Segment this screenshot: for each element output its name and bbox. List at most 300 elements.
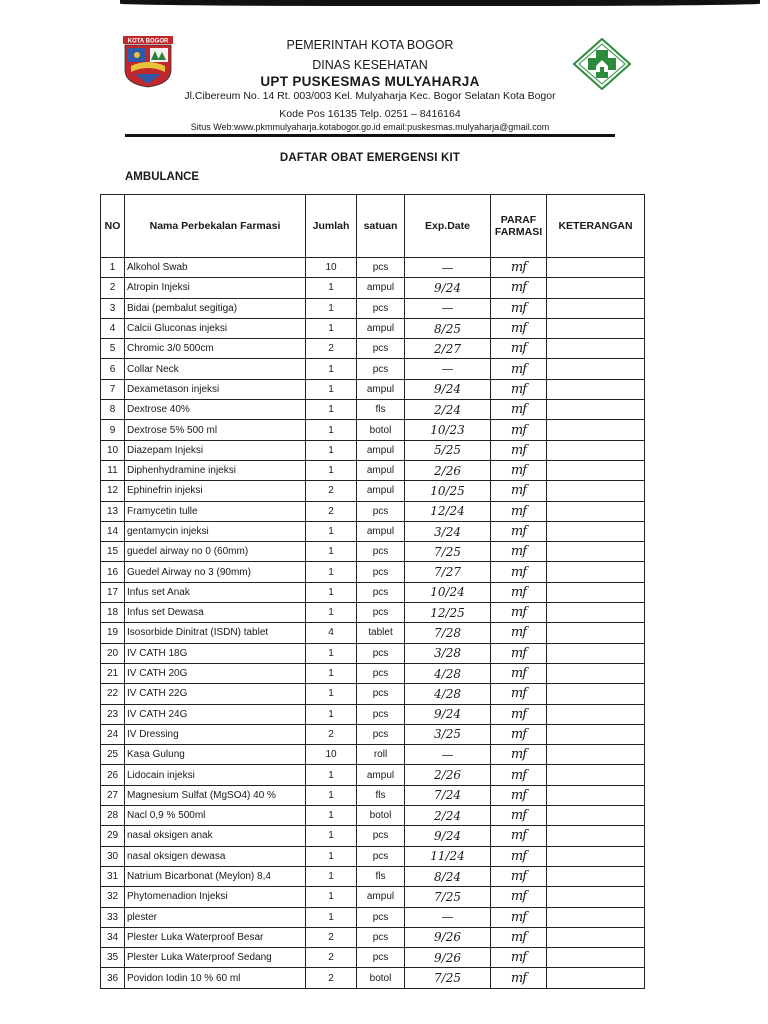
item-unit: ampul bbox=[357, 278, 405, 298]
row-number: 19 bbox=[101, 623, 125, 643]
row-number: 13 bbox=[101, 501, 125, 521]
item-name: Atropin Injeksi bbox=[125, 278, 306, 298]
letterhead-divider bbox=[125, 134, 615, 137]
table-row bbox=[101, 258, 645, 278]
table-row bbox=[101, 420, 645, 440]
item-name: Infus set Dewasa bbox=[125, 603, 306, 623]
row-number: 15 bbox=[101, 542, 125, 562]
item-name: Infus set Anak bbox=[125, 582, 306, 602]
item-exp-date: 7/25 bbox=[405, 542, 491, 562]
table-row bbox=[101, 866, 645, 886]
table-row bbox=[101, 542, 645, 562]
item-name: Diazepam Injeksi bbox=[125, 440, 306, 460]
col-header-unit: satuan bbox=[357, 195, 405, 258]
item-exp-date: 9/24 bbox=[405, 826, 491, 846]
pharmacy-initials: mf bbox=[491, 542, 547, 562]
col-header-no: NO bbox=[101, 195, 125, 258]
item-note bbox=[547, 684, 645, 704]
pharmacy-initials: mf bbox=[491, 927, 547, 947]
institution-name: UPT PUSKESMAS MULYAHARJA bbox=[260, 74, 480, 89]
item-exp-date: 7/28 bbox=[405, 623, 491, 643]
item-note bbox=[547, 420, 645, 440]
pharmacy-initials: mf bbox=[491, 623, 547, 643]
item-quantity: 1 bbox=[306, 521, 357, 541]
item-name: Natrium Bicarbonat (Meylon) 8,4 bbox=[125, 866, 306, 886]
table-row bbox=[101, 400, 645, 420]
pharmacy-initials: mf bbox=[491, 663, 547, 683]
item-name: Magnesium Sulfat (MgSO4) 40 % bbox=[125, 785, 306, 805]
item-exp-date: — bbox=[405, 359, 491, 379]
table-row bbox=[101, 927, 645, 947]
item-quantity: 1 bbox=[306, 643, 357, 663]
item-name: Povidon Iodin 10 % 60 ml bbox=[125, 968, 306, 988]
pharmacy-initials: mf bbox=[491, 318, 547, 338]
row-number: 23 bbox=[101, 704, 125, 724]
pharmacy-initials: mf bbox=[491, 724, 547, 744]
item-quantity: 1 bbox=[306, 582, 357, 602]
item-note bbox=[547, 258, 645, 278]
pharmacy-initials: mf bbox=[491, 562, 547, 582]
item-name: Lidocain injeksi bbox=[125, 765, 306, 785]
pharmacy-initials: mf bbox=[491, 379, 547, 399]
emblem-text: KOTA BOGOR bbox=[127, 38, 169, 45]
item-note bbox=[547, 745, 645, 765]
table-row bbox=[101, 968, 645, 988]
item-exp-date: 4/28 bbox=[405, 684, 491, 704]
item-unit: pcs bbox=[357, 684, 405, 704]
table-row bbox=[101, 318, 645, 338]
table-row bbox=[101, 724, 645, 744]
row-number: 4 bbox=[101, 318, 125, 338]
item-name: IV CATH 20G bbox=[125, 663, 306, 683]
pharmacy-initials: mf bbox=[491, 887, 547, 907]
item-quantity: 2 bbox=[306, 501, 357, 521]
item-name: gentamycin injeksi bbox=[125, 521, 306, 541]
item-exp-date: 10/24 bbox=[405, 582, 491, 602]
item-quantity: 1 bbox=[306, 278, 357, 298]
pharmacy-initials: mf bbox=[491, 643, 547, 663]
item-exp-date: 9/24 bbox=[405, 704, 491, 724]
item-unit: pcs bbox=[357, 724, 405, 744]
item-unit: pcs bbox=[357, 948, 405, 968]
row-number: 29 bbox=[101, 826, 125, 846]
item-quantity: 1 bbox=[306, 603, 357, 623]
item-name: Isosorbide Dinitrat (ISDN) tablet bbox=[125, 623, 306, 643]
row-number: 32 bbox=[101, 887, 125, 907]
item-note bbox=[547, 400, 645, 420]
pharmacy-initials: mf bbox=[491, 400, 547, 420]
item-quantity: 2 bbox=[306, 927, 357, 947]
item-unit: pcs bbox=[357, 826, 405, 846]
item-name: Plester Luka Waterproof Sedang bbox=[125, 948, 306, 968]
table-row bbox=[101, 745, 645, 765]
item-exp-date: 9/26 bbox=[405, 927, 491, 947]
item-exp-date: — bbox=[405, 907, 491, 927]
row-number: 31 bbox=[101, 866, 125, 886]
item-name: IV CATH 24G bbox=[125, 704, 306, 724]
item-name: Plester Luka Waterproof Besar bbox=[125, 927, 306, 947]
item-note bbox=[547, 866, 645, 886]
item-note bbox=[547, 826, 645, 846]
agency-line: DINAS KESEHATAN bbox=[312, 58, 428, 72]
pharmacy-initials: mf bbox=[491, 481, 547, 501]
item-note bbox=[547, 785, 645, 805]
item-quantity: 1 bbox=[306, 298, 357, 318]
row-number: 36 bbox=[101, 968, 125, 988]
pharmacy-initials: mf bbox=[491, 907, 547, 927]
item-note bbox=[547, 359, 645, 379]
row-number: 7 bbox=[101, 379, 125, 399]
item-note bbox=[547, 643, 645, 663]
row-number: 18 bbox=[101, 603, 125, 623]
item-name: Nacl 0,9 % 500ml bbox=[125, 806, 306, 826]
pharmacy-initials: mf bbox=[491, 846, 547, 866]
pharmacy-initials: mf bbox=[491, 948, 547, 968]
item-quantity: 2 bbox=[306, 968, 357, 988]
item-quantity: 1 bbox=[306, 562, 357, 582]
row-number: 16 bbox=[101, 562, 125, 582]
table-row bbox=[101, 481, 645, 501]
item-unit: fls bbox=[357, 400, 405, 420]
pharmacy-initials: mf bbox=[491, 704, 547, 724]
item-note bbox=[547, 887, 645, 907]
pharmacy-initials: mf bbox=[491, 460, 547, 480]
item-exp-date: 2/26 bbox=[405, 460, 491, 480]
item-exp-date: — bbox=[405, 258, 491, 278]
item-exp-date: 7/24 bbox=[405, 785, 491, 805]
table-row bbox=[101, 826, 645, 846]
item-name: IV CATH 22G bbox=[125, 684, 306, 704]
item-name: Bidai (pembalut segitiga) bbox=[125, 298, 306, 318]
item-exp-date: 8/25 bbox=[405, 318, 491, 338]
table-row bbox=[101, 440, 645, 460]
col-header-qty: Jumlah bbox=[306, 195, 357, 258]
item-note bbox=[547, 582, 645, 602]
table-row bbox=[101, 887, 645, 907]
item-unit: pcs bbox=[357, 501, 405, 521]
item-quantity: 1 bbox=[306, 846, 357, 866]
address-line: Jl.Cibereum No. 14 Rt. 003/003 Kel. Mulyaharja Kec. Bogor Selatan Kota Bogor bbox=[184, 90, 556, 102]
item-note bbox=[547, 907, 645, 927]
row-number: 26 bbox=[101, 765, 125, 785]
row-number: 17 bbox=[101, 582, 125, 602]
row-number: 25 bbox=[101, 745, 125, 765]
item-quantity: 1 bbox=[306, 420, 357, 440]
pharmacy-initials: mf bbox=[491, 968, 547, 988]
item-quantity: 1 bbox=[306, 765, 357, 785]
item-quantity: 1 bbox=[306, 866, 357, 886]
pharmacy-initials: mf bbox=[491, 785, 547, 805]
pharmacy-initials: mf bbox=[491, 826, 547, 846]
item-exp-date: 8/24 bbox=[405, 866, 491, 886]
item-note bbox=[547, 663, 645, 683]
item-unit: pcs bbox=[357, 663, 405, 683]
item-exp-date: 2/24 bbox=[405, 400, 491, 420]
item-quantity: 1 bbox=[306, 826, 357, 846]
web-line: Situs Web:www.pkmmulyaharja.kotabogor.go.id email:puskesmas.mulyaharja@gmail.com bbox=[190, 122, 550, 132]
item-unit: pcs bbox=[357, 339, 405, 359]
item-note bbox=[547, 318, 645, 338]
item-quantity: 1 bbox=[306, 542, 357, 562]
item-exp-date: — bbox=[405, 745, 491, 765]
pharmacy-initials: mf bbox=[491, 440, 547, 460]
item-note bbox=[547, 948, 645, 968]
item-exp-date: 12/25 bbox=[405, 603, 491, 623]
item-quantity: 1 bbox=[306, 887, 357, 907]
row-number: 11 bbox=[101, 460, 125, 480]
item-quantity: 4 bbox=[306, 623, 357, 643]
item-unit: ampul bbox=[357, 521, 405, 541]
table-row bbox=[101, 603, 645, 623]
document-title: DAFTAR OBAT EMERGENSI KIT bbox=[279, 152, 461, 164]
row-number: 20 bbox=[101, 643, 125, 663]
gov-line: PEMERINTAH KOTA BOGOR bbox=[286, 38, 454, 52]
pharmacy-initials: mf bbox=[491, 278, 547, 298]
item-note bbox=[547, 298, 645, 318]
item-quantity: 1 bbox=[306, 806, 357, 826]
item-unit: ampul bbox=[357, 481, 405, 501]
item-unit: pcs bbox=[357, 359, 405, 379]
table-row bbox=[101, 846, 645, 866]
row-number: 1 bbox=[101, 258, 125, 278]
pharmacy-initials: mf bbox=[491, 420, 547, 440]
section-title: AMBULANCE bbox=[125, 171, 200, 183]
item-note bbox=[547, 379, 645, 399]
row-number: 24 bbox=[101, 724, 125, 744]
col-header-exp: Exp.Date bbox=[405, 195, 491, 258]
item-quantity: 10 bbox=[306, 258, 357, 278]
table-row bbox=[101, 785, 645, 805]
item-unit: botol bbox=[357, 968, 405, 988]
item-name: Kasa Gulung bbox=[125, 745, 306, 765]
item-note bbox=[547, 481, 645, 501]
item-unit: roll bbox=[357, 745, 405, 765]
item-exp-date: 3/25 bbox=[405, 724, 491, 744]
item-quantity: 1 bbox=[306, 359, 357, 379]
item-name: Diphenhydramine injeksi bbox=[125, 460, 306, 480]
item-unit: pcs bbox=[357, 927, 405, 947]
table-row bbox=[101, 501, 645, 521]
item-unit: fls bbox=[357, 866, 405, 886]
table-row bbox=[101, 298, 645, 318]
item-quantity: 1 bbox=[306, 663, 357, 683]
row-number: 21 bbox=[101, 663, 125, 683]
table-row bbox=[101, 948, 645, 968]
pharmacy-initials: mf bbox=[491, 359, 547, 379]
table-row bbox=[101, 460, 645, 480]
table-row bbox=[101, 806, 645, 826]
row-number: 22 bbox=[101, 684, 125, 704]
table-row bbox=[101, 359, 645, 379]
item-note bbox=[547, 765, 645, 785]
postal-line: Kode Pos 16135 Telp. 0251 – 8416164 bbox=[279, 108, 461, 120]
item-unit: fls bbox=[357, 785, 405, 805]
table-row bbox=[101, 643, 645, 663]
row-number: 28 bbox=[101, 806, 125, 826]
item-note bbox=[547, 846, 645, 866]
row-number: 12 bbox=[101, 481, 125, 501]
item-name: Dextrose 40% bbox=[125, 400, 306, 420]
item-unit: pcs bbox=[357, 562, 405, 582]
item-name: Alkohol Swab bbox=[125, 258, 306, 278]
item-exp-date: 9/24 bbox=[405, 278, 491, 298]
item-note bbox=[547, 704, 645, 724]
item-quantity: 1 bbox=[306, 704, 357, 724]
item-unit: ampul bbox=[357, 440, 405, 460]
pharmacy-initials: mf bbox=[491, 298, 547, 318]
item-unit: ampul bbox=[357, 379, 405, 399]
item-note bbox=[547, 927, 645, 947]
item-exp-date: 9/24 bbox=[405, 379, 491, 399]
item-quantity: 2 bbox=[306, 724, 357, 744]
col-header-paraf: PARAF FARMASI bbox=[491, 195, 547, 258]
pharmacy-initials: mf bbox=[491, 866, 547, 886]
item-unit: ampul bbox=[357, 765, 405, 785]
item-quantity: 10 bbox=[306, 745, 357, 765]
item-unit: botol bbox=[357, 806, 405, 826]
item-note bbox=[547, 603, 645, 623]
row-number: 14 bbox=[101, 521, 125, 541]
item-unit: pcs bbox=[357, 643, 405, 663]
table-row bbox=[101, 765, 645, 785]
table-row bbox=[101, 704, 645, 724]
table-row bbox=[101, 339, 645, 359]
row-number: 27 bbox=[101, 785, 125, 805]
item-note bbox=[547, 562, 645, 582]
item-note bbox=[547, 460, 645, 480]
item-unit: pcs bbox=[357, 603, 405, 623]
item-quantity: 1 bbox=[306, 907, 357, 927]
item-unit: tablet bbox=[357, 623, 405, 643]
item-note bbox=[547, 623, 645, 643]
item-exp-date: 7/25 bbox=[405, 968, 491, 988]
table-row bbox=[101, 278, 645, 298]
item-exp-date: 3/28 bbox=[405, 643, 491, 663]
item-quantity: 1 bbox=[306, 400, 357, 420]
row-number: 3 bbox=[101, 298, 125, 318]
item-unit: botol bbox=[357, 420, 405, 440]
item-name: Collar Neck bbox=[125, 359, 306, 379]
item-name: Dexametason injeksi bbox=[125, 379, 306, 399]
pharmacy-initials: mf bbox=[491, 603, 547, 623]
item-unit: ampul bbox=[357, 460, 405, 480]
item-unit: pcs bbox=[357, 298, 405, 318]
item-exp-date: 2/27 bbox=[405, 339, 491, 359]
item-name: IV CATH 18G bbox=[125, 643, 306, 663]
item-quantity: 1 bbox=[306, 440, 357, 460]
item-name: Phytomenadion Injeksi bbox=[125, 887, 306, 907]
table-row bbox=[101, 521, 645, 541]
item-note bbox=[547, 521, 645, 541]
item-name: plester bbox=[125, 907, 306, 927]
item-exp-date: 10/25 bbox=[405, 481, 491, 501]
item-name: guedel airway no 0 (60mm) bbox=[125, 542, 306, 562]
item-quantity: 2 bbox=[306, 948, 357, 968]
item-unit: pcs bbox=[357, 542, 405, 562]
table-row bbox=[101, 582, 645, 602]
row-number: 5 bbox=[101, 339, 125, 359]
table-header-row bbox=[101, 195, 645, 258]
item-unit: pcs bbox=[357, 704, 405, 724]
table-row bbox=[101, 623, 645, 643]
item-name: nasal oksigen dewasa bbox=[125, 846, 306, 866]
row-number: 2 bbox=[101, 278, 125, 298]
item-note bbox=[547, 968, 645, 988]
medicine-table bbox=[100, 194, 645, 989]
item-note bbox=[547, 806, 645, 826]
item-unit: ampul bbox=[357, 318, 405, 338]
item-unit: ampul bbox=[357, 887, 405, 907]
pharmacy-initials: mf bbox=[491, 765, 547, 785]
item-exp-date: 12/24 bbox=[405, 501, 491, 521]
item-quantity: 1 bbox=[306, 785, 357, 805]
item-quantity: 1 bbox=[306, 379, 357, 399]
item-name: Guedel Airway no 3 (90mm) bbox=[125, 562, 306, 582]
item-exp-date: — bbox=[405, 298, 491, 318]
item-exp-date: 11/24 bbox=[405, 846, 491, 866]
puskesmas-logo-icon bbox=[572, 38, 632, 90]
letterhead bbox=[0, 30, 768, 140]
row-number: 34 bbox=[101, 927, 125, 947]
item-name: Calcii Gluconas injeksi bbox=[125, 318, 306, 338]
item-name: Ephinefrin injeksi bbox=[125, 481, 306, 501]
item-name: nasal oksigen anak bbox=[125, 826, 306, 846]
item-note bbox=[547, 440, 645, 460]
pharmacy-initials: mf bbox=[491, 582, 547, 602]
row-number: 9 bbox=[101, 420, 125, 440]
page-top-edge bbox=[120, 0, 760, 6]
item-unit: pcs bbox=[357, 582, 405, 602]
item-quantity: 2 bbox=[306, 481, 357, 501]
item-unit: pcs bbox=[357, 846, 405, 866]
item-quantity: 1 bbox=[306, 318, 357, 338]
item-exp-date: 3/24 bbox=[405, 521, 491, 541]
item-unit: pcs bbox=[357, 907, 405, 927]
pharmacy-initials: mf bbox=[491, 501, 547, 521]
table-row bbox=[101, 379, 645, 399]
row-number: 8 bbox=[101, 400, 125, 420]
row-number: 6 bbox=[101, 359, 125, 379]
item-quantity: 1 bbox=[306, 460, 357, 480]
item-exp-date: 9/26 bbox=[405, 948, 491, 968]
item-name: Framycetin tulle bbox=[125, 501, 306, 521]
pharmacy-initials: mf bbox=[491, 806, 547, 826]
item-note bbox=[547, 501, 645, 521]
item-exp-date: 10/23 bbox=[405, 420, 491, 440]
item-quantity: 2 bbox=[306, 339, 357, 359]
item-exp-date: 2/24 bbox=[405, 806, 491, 826]
item-quantity: 1 bbox=[306, 684, 357, 704]
table-row bbox=[101, 907, 645, 927]
table-row bbox=[101, 663, 645, 683]
item-name: Chromic 3/0 500cm bbox=[125, 339, 306, 359]
item-note bbox=[547, 542, 645, 562]
item-exp-date: 5/25 bbox=[405, 440, 491, 460]
table-row bbox=[101, 562, 645, 582]
item-exp-date: 2/26 bbox=[405, 765, 491, 785]
item-exp-date: 7/25 bbox=[405, 887, 491, 907]
pharmacy-initials: mf bbox=[491, 745, 547, 765]
pharmacy-initials: mf bbox=[491, 521, 547, 541]
item-name: Dextrose 5% 500 ml bbox=[125, 420, 306, 440]
pharmacy-initials: mf bbox=[491, 684, 547, 704]
item-exp-date: 7/27 bbox=[405, 562, 491, 582]
item-note bbox=[547, 278, 645, 298]
item-unit: pcs bbox=[357, 258, 405, 278]
pharmacy-initials: mf bbox=[491, 258, 547, 278]
pharmacy-initials: mf bbox=[491, 339, 547, 359]
item-note bbox=[547, 339, 645, 359]
